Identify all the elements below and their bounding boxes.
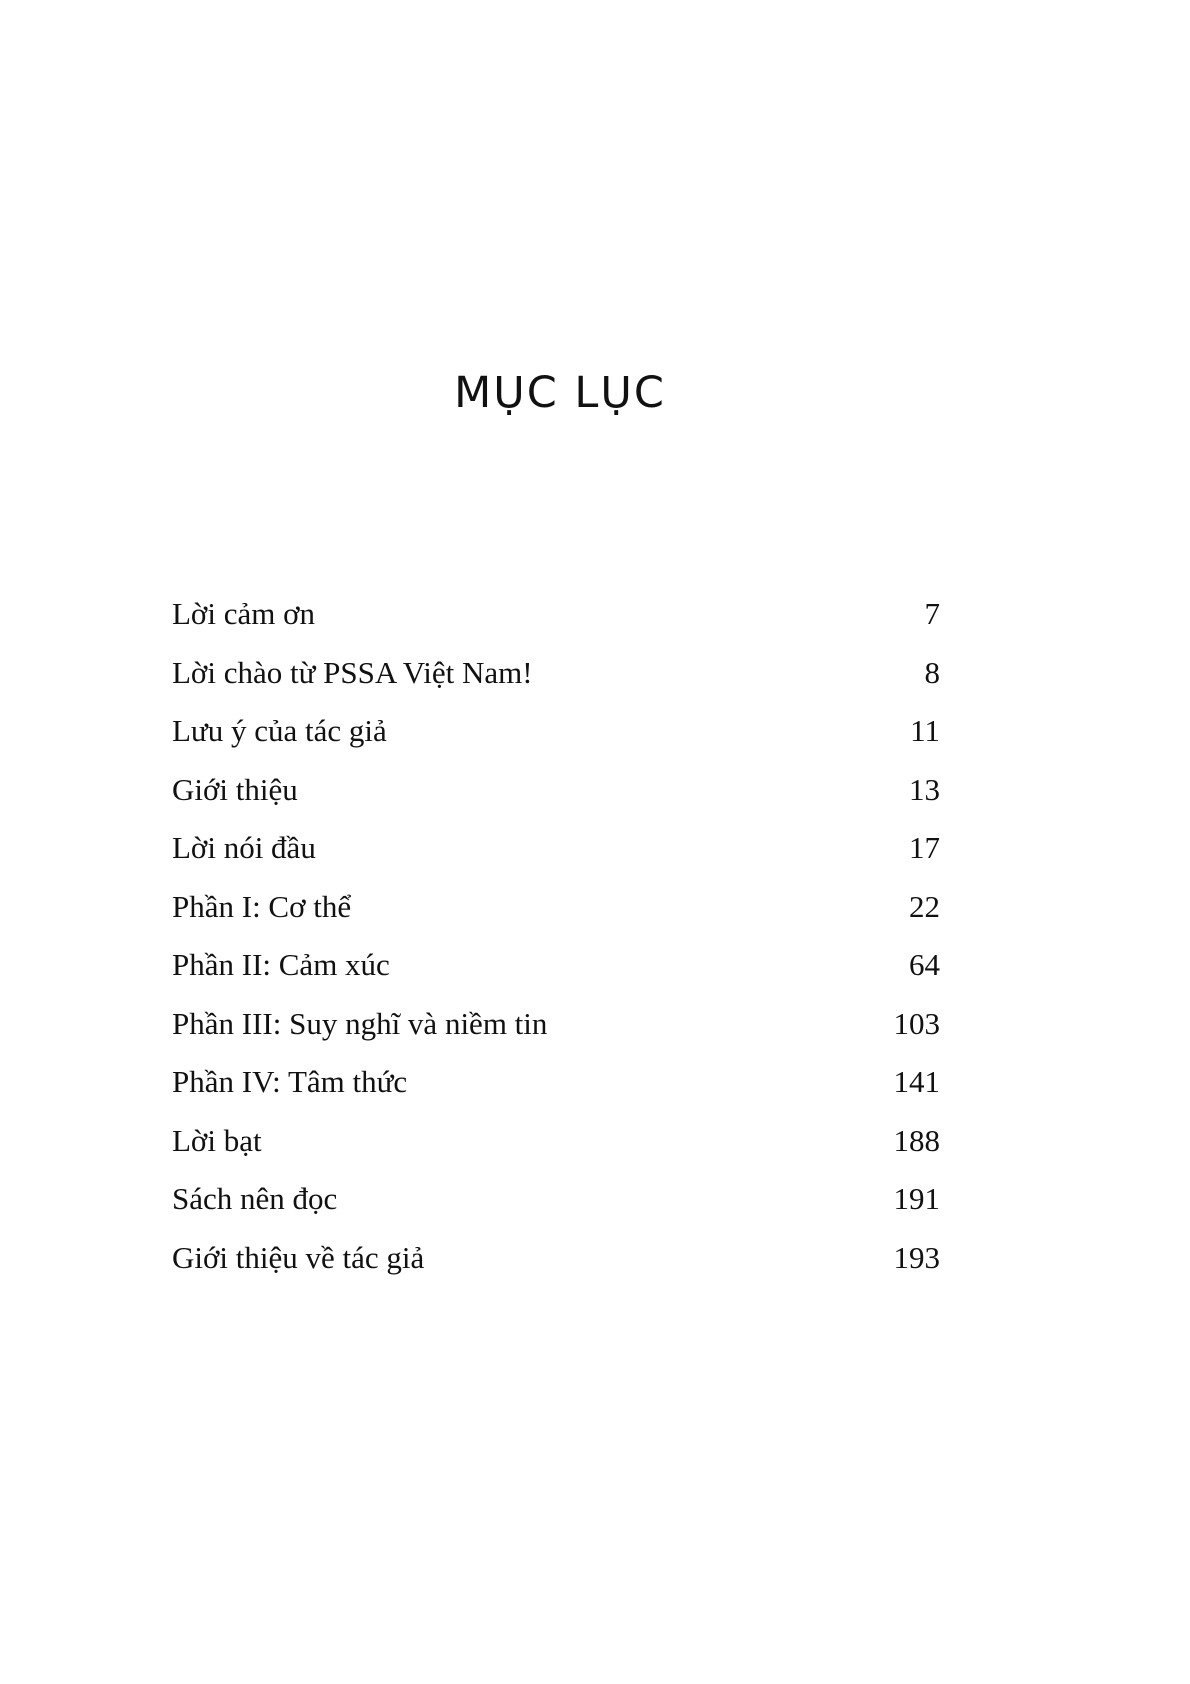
toc-entry-title: Lời cảm ơn	[172, 596, 315, 631]
toc-entry	[172, 1183, 940, 1242]
toc-entry	[172, 1005, 940, 1067]
toc-entry	[172, 771, 940, 833]
toc-entry	[172, 949, 940, 1008]
toc-entry-page-number: 7	[924, 596, 940, 631]
toc-entry-title: Lời bạt	[172, 1122, 262, 1158]
toc-entry-page-number: 193	[893, 1239, 940, 1275]
toc-entry-title: Lời chào từ PSSA Việt Nam!	[172, 654, 533, 690]
toc-entry-page-number: 13	[909, 771, 940, 807]
toc-entry-page-number: 103	[893, 1005, 940, 1041]
toc-entry-title: Sách nên đọc	[172, 1181, 338, 1216]
toc-entry-title: Giới thiệu	[172, 771, 298, 807]
toc-entry-page-number: 188	[893, 1122, 940, 1158]
toc-entry	[172, 832, 940, 891]
page-title: MỤC LỤC	[454, 368, 666, 418]
toc-entry-title: Giới thiệu về tác giả	[172, 1239, 425, 1275]
toc-entry	[172, 598, 940, 657]
toc-entry-page-number: 191	[893, 1181, 940, 1216]
toc-entry-title: Phần III: Suy nghĩ và niềm tin	[172, 1005, 548, 1041]
toc-entry	[172, 1066, 940, 1125]
toc-entry-page-number: 64	[909, 947, 940, 982]
toc-entry	[172, 1239, 940, 1301]
toc-entry-title: Phần IV: Tâm thức	[172, 1064, 408, 1099]
toc-entry-title: Phần II: Cảm xúc	[172, 947, 390, 982]
toc-entry	[172, 1122, 940, 1184]
toc-entry	[172, 654, 940, 716]
toc-entry-page-number: 11	[910, 713, 940, 748]
toc-entry-page-number: 141	[893, 1064, 940, 1099]
toc-entry-title: Lưu ý của tác giả	[172, 713, 387, 748]
toc-entry-title: Phần I: Cơ thể	[172, 888, 352, 924]
toc-entry	[172, 715, 940, 774]
table-of-contents	[172, 598, 940, 1300]
toc-entry-page-number: 17	[909, 830, 940, 865]
toc-entry-page-number: 22	[909, 888, 940, 924]
toc-entry-title: Lời nói đầu	[172, 830, 316, 865]
toc-entry	[172, 888, 940, 950]
toc-entry-page-number: 8	[924, 654, 940, 690]
